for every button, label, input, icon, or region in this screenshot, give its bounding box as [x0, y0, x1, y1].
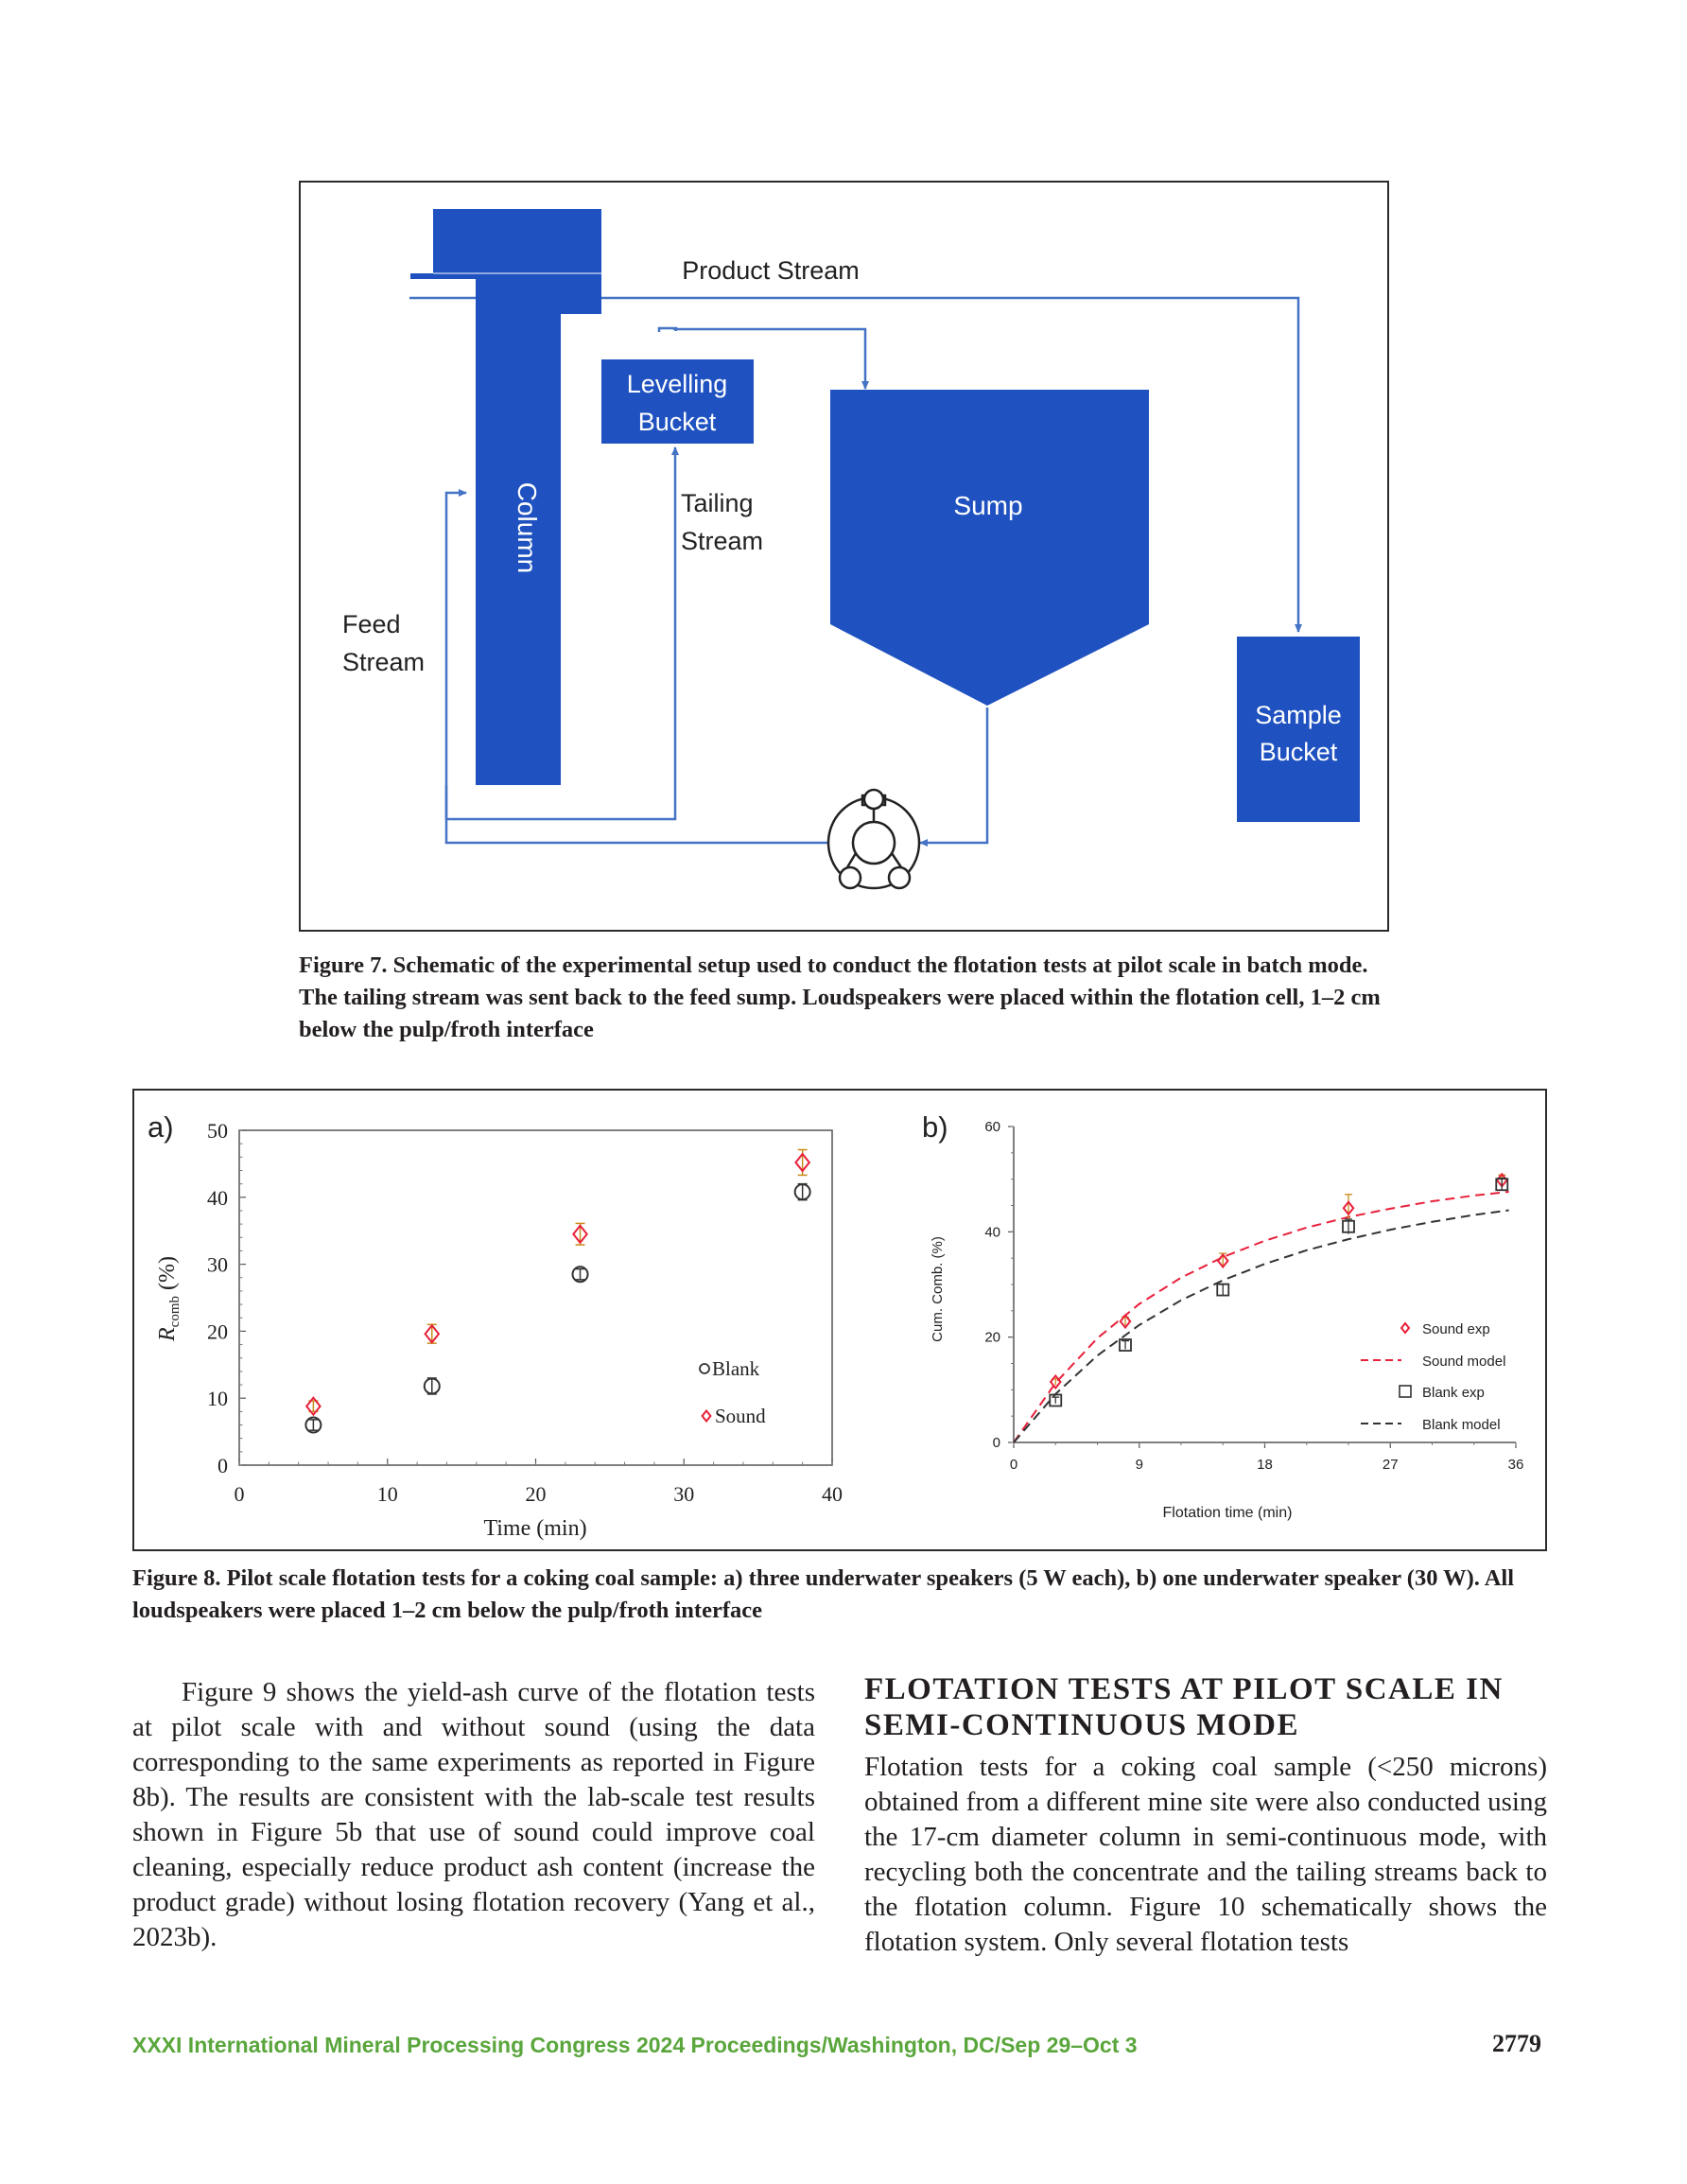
- chart-panel-a: [148, 1110, 843, 1541]
- y-tick-label: 0: [992, 1435, 1000, 1451]
- y-tick-label: 60: [984, 1119, 1000, 1135]
- footer-proceedings: XXXI International Mineral Processing Congress 2024 Proceedings/Washington, DC/Sep 29–Oct 3: [132, 2033, 1138, 2057]
- section-heading: FLOTATION TESTS AT PILOT SCALE IN SEMI-CONTINUOUS MODE: [864, 1672, 1504, 1742]
- page-number: 2779: [1492, 2030, 1541, 2057]
- figure-7-schematic: [301, 183, 1387, 930]
- legend-marker-sound: [703, 1411, 711, 1422]
- sample-bucket-label: Bucket: [1259, 738, 1338, 766]
- y-tick-label: 10: [207, 1387, 228, 1411]
- panel-a-ylabel: $R_{comb}$ (%): [155, 1256, 183, 1341]
- feed-label: Feed: [342, 610, 401, 638]
- legend-marker-blank-exp: [1400, 1386, 1411, 1397]
- tailing-label: Tailing: [681, 489, 754, 517]
- panel-a-label: a): [148, 1110, 174, 1144]
- panel-a-xlabel: Time (min): [483, 1516, 587, 1541]
- legend-label-blank: Blank: [712, 1357, 760, 1380]
- y-tick-label: 30: [207, 1252, 228, 1277]
- sump-label: Sump: [953, 491, 1023, 520]
- x-tick-label: 36: [1507, 1457, 1524, 1473]
- y-tick-label: 50: [207, 1119, 228, 1143]
- y-tick-label: 20: [207, 1319, 228, 1344]
- sample-bucket: [1237, 637, 1360, 822]
- x-tick-label: 0: [1009, 1457, 1018, 1473]
- panel-b-ylabel: Cum. Comb. (%): [930, 1236, 946, 1342]
- x-tick-label: 20: [525, 1482, 547, 1506]
- levelling-label: Levelling: [626, 370, 728, 398]
- tailing-stream-label: Stream: [681, 527, 764, 555]
- x-tick-label: 10: [376, 1482, 398, 1506]
- legend-marker-sound-exp: [1401, 1323, 1409, 1333]
- figure-7-caption: Figure 7. Schematic of the experimental setup used to conduct the flotation tests at pilot scale in batch mode. The tailing stream was sent back to the feed sump. Loudspeakers were placed within the flotation cell, 1–2 cm below the pulp/froth interface: [299, 952, 1381, 1042]
- figure-8-caption: Figure 8. Pilot scale flotation tests for a coking coal sample: a) three underwater speakers (5 W each), b) one underwater speaker (30 W). All loudspeakers were placed 1–2 cm below the pulp/froth interface: [132, 1565, 1515, 1623]
- x-tick-label: 0: [234, 1482, 245, 1506]
- legend-marker-blank: [700, 1364, 709, 1373]
- legend-label-sound: Sound: [715, 1405, 766, 1427]
- x-tick-label: 27: [1382, 1457, 1399, 1473]
- x-tick-label: 18: [1257, 1457, 1273, 1473]
- right-column-paragraph: Flotation tests for a coking coal sample (<250 microns) obtained from a different mine site were also conducted using the 17-cm diameter column in semi-continuous mode, with recycling both the concentrate and the tailing streams back to the flotation column. Figure 10 schematically shows the flotation system. Only several flotation tests: [864, 1752, 1547, 1957]
- flotation-column: [410, 209, 601, 785]
- legend-label: Blank model: [1422, 1417, 1501, 1433]
- pump-icon: [828, 790, 919, 888]
- sample-label: Sample: [1255, 701, 1342, 729]
- chart-panel-b: [922, 1110, 1523, 1521]
- y-tick-label: 20: [984, 1329, 1000, 1346]
- x-tick-label: 30: [673, 1482, 695, 1506]
- column-label: Column: [513, 481, 542, 574]
- product-stream-label: Product Stream: [682, 256, 860, 285]
- y-tick-label: 0: [217, 1454, 228, 1477]
- legend-label: Sound model: [1422, 1354, 1506, 1370]
- x-tick-label: 9: [1135, 1457, 1143, 1473]
- figure-8-frame: [132, 1089, 1547, 1551]
- levelling-bucket: [601, 359, 754, 444]
- y-tick-label: 40: [984, 1224, 1000, 1241]
- y-tick-label: 40: [207, 1185, 228, 1210]
- figure-8-charts: [134, 1091, 1545, 1549]
- levelling-bucket-label: Bucket: [637, 408, 717, 436]
- sump-to-pump-line: [920, 708, 987, 843]
- panel-b-label: b): [922, 1110, 948, 1144]
- sump: [830, 390, 1149, 706]
- sound-model-line: [1014, 1192, 1509, 1442]
- left-column-paragraph: Figure 9 shows the yield-ash curve of the flotation tests at pilot scale with and without sound (using the data corresponding to the same experiments as reported in Figure 8b). The results are consistent with the lab-scale test results shown in Figure 5b that use of sound could improve coal cleaning, especially reduce product ash content (increase the product grade) without losing flotation recovery (Yang et al., 2023b).: [132, 1677, 815, 1952]
- feed-stream-label: Stream: [342, 648, 426, 676]
- legend-label: Blank exp: [1422, 1385, 1485, 1401]
- panel-b-xlabel: Flotation time (min): [1162, 1505, 1293, 1521]
- x-tick-label: 40: [822, 1482, 843, 1506]
- figure-7-frame: [299, 181, 1389, 932]
- legend-label: Sound exp: [1422, 1321, 1490, 1337]
